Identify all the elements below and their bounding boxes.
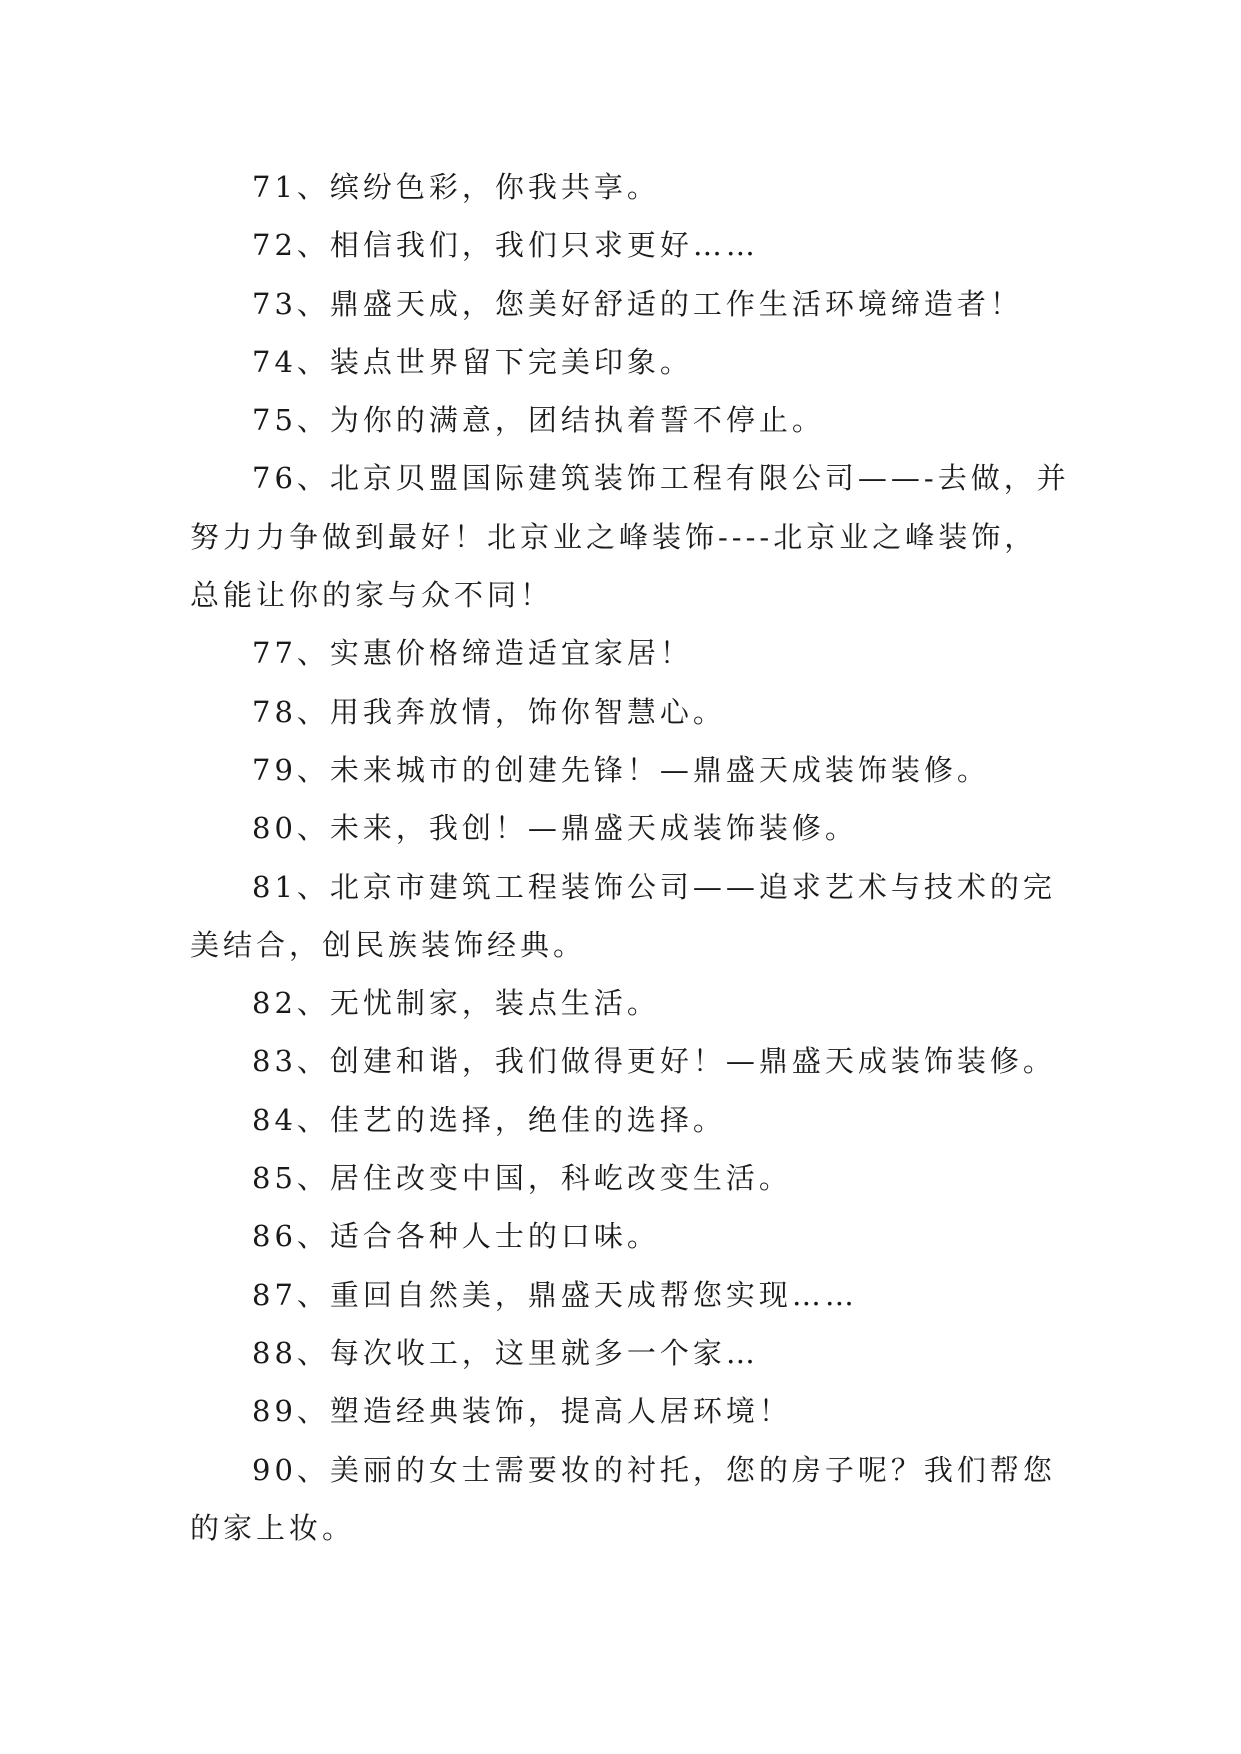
slogan-71: 71、缤纷色彩，你我共享。 — [252, 170, 660, 204]
slogan-72: 72、相信我们，我们只求更好…… — [252, 228, 759, 263]
slogan-81: 81、北京市建筑工程装饰公司——追求艺术与技术的完美结合，创民族装饰经典。 — [190, 869, 1056, 962]
slogan-80: 80、未来，我创！—鼎盛天成装饰装修。 — [252, 811, 858, 846]
slogan-77: 77、实惠价格缔造适宜家居！ — [252, 636, 693, 671]
slogan-86: 86、适合各种人士的口味。 — [252, 1219, 660, 1254]
slogan-87: 87、重回自然美，鼎盛天成帮您实现…… — [252, 1277, 858, 1312]
slogan-84: 84、佳艺的选择，绝佳的选择。 — [252, 1102, 726, 1137]
slogan-90: 90、美丽的女士需要妆的衬托，您的房子呢？我们帮您的家上妆。 — [190, 1452, 1056, 1545]
slogan-89: 89、塑造经典装饰，提高人居环境！ — [252, 1394, 792, 1429]
slogan-78: 78、用我奔放情，饰你智慧心。 — [252, 694, 726, 729]
slogan-83: 83、创建和谐，我们做得更好！—鼎盛天成装饰装修。 — [252, 1044, 1056, 1079]
slogan-79: 79、未来城市的创建先锋！—鼎盛天成装饰装修。 — [252, 752, 990, 787]
slogan-82: 82、无忧制家，装点生活。 — [252, 986, 660, 1021]
slogan-85: 85、居住改变中国，科屹改变生活。 — [252, 1161, 792, 1196]
slogan-88: 88、每次收工，这里就多一个家… — [252, 1335, 759, 1370]
slogan-73: 73、鼎盛天成，您美好舒适的工作生活环境缔造者！ — [252, 286, 1023, 321]
slogan-list — [190, 158, 1070, 1557]
slogan-76: 76、北京贝盟国际建筑装饰工程有限公司——-去做，并努力力争做到最好！北京业之峰装饰----北京业之峰装饰，总能让你的家与众不同！ — [190, 461, 1070, 613]
slogan-75: 75、为你的满意，团结执着誓不停止。 — [252, 403, 825, 438]
slogan-74: 74、装点世界留下完美印象。 — [252, 344, 693, 379]
